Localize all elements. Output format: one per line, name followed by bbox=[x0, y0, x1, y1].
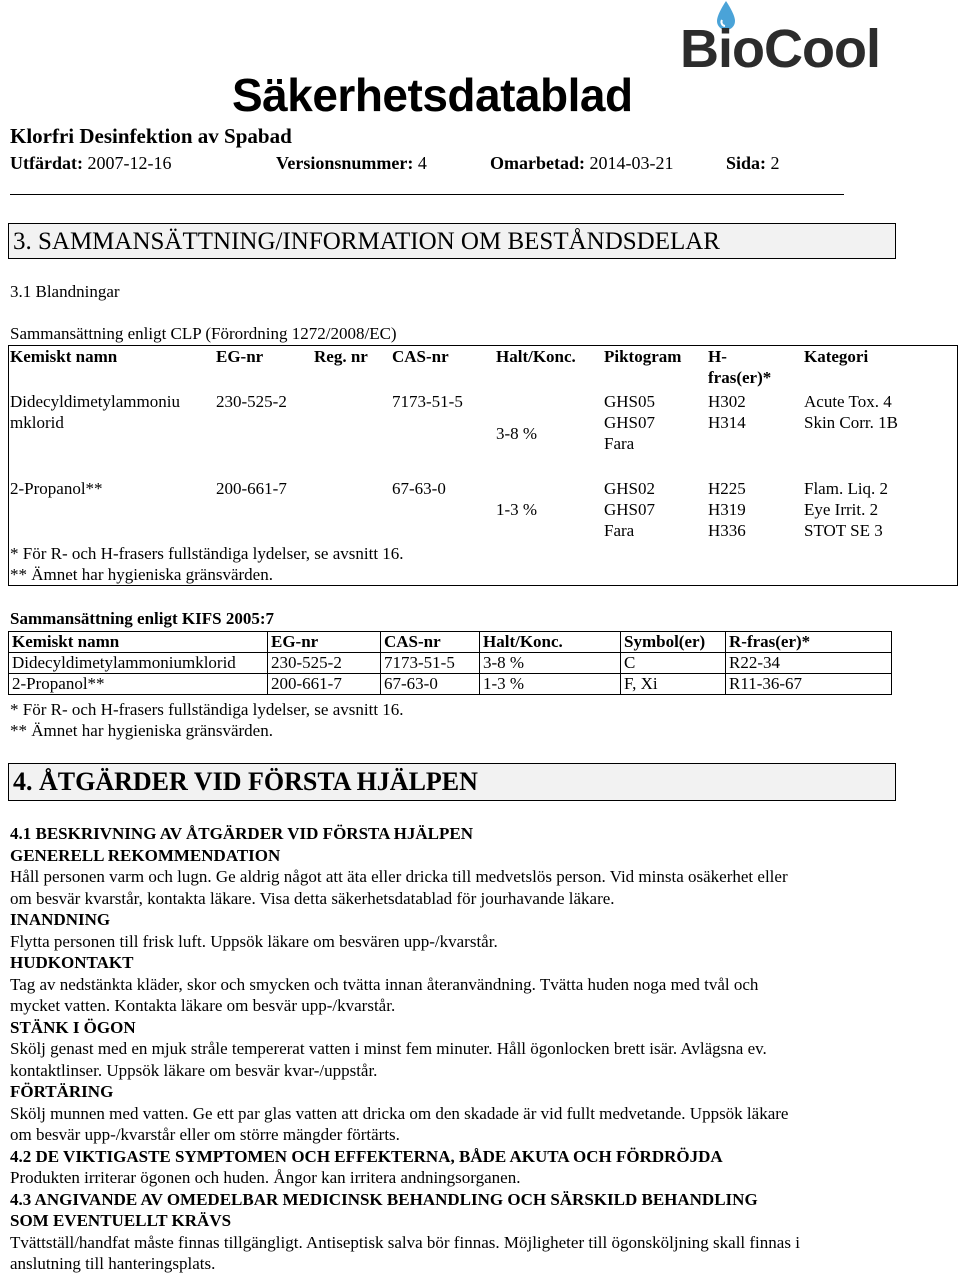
clp-header-picto: Piktogram bbox=[604, 347, 682, 366]
kifs-cell: F, Xi bbox=[621, 674, 726, 695]
subsection-4-3-heading-2: SOM EVENTUELLT KRÄVS bbox=[10, 1211, 232, 1230]
eye-contact-text-2: kontaktlinser. Uppsök läkare om besvär kvar-/uppstår. bbox=[10, 1060, 378, 1080]
ingestion-text-1: Skölj munnen med vatten. Ge ett par glas vatten att dricka om den skadade är vid fullt medvetande. Uppsök läkare bbox=[10, 1103, 789, 1123]
subsection-4-3-heading-1: 4.3 ANGIVANDE AV OMEDELBAR MEDICINSK BEHANDLING OCH SÄRSKILD BEHANDLING bbox=[10, 1189, 758, 1209]
kifs-cell: 230-525-2 bbox=[268, 653, 381, 674]
kifs-cell: 2-Propanol** bbox=[9, 674, 268, 695]
treatment-text-1: Tvättställ/handfat måste finnas tillgängligt. Antiseptisk salva bör finnas. Möjligheter till ögonsköljning skall finnas i bbox=[10, 1232, 800, 1252]
clp-header-h: H- bbox=[708, 347, 727, 366]
clp-row1-eg: 230-525-2 bbox=[216, 392, 287, 411]
kifs-cell: R11-36-67 bbox=[726, 674, 892, 695]
clp-row1-cat1: Acute Tox. 4 bbox=[804, 392, 892, 411]
clp-row2-eg: 200-661-7 bbox=[216, 479, 287, 498]
general-text-1: Håll personen varm och lugn. Ge aldrig något att äta eller dricka till medvetslös person. Vid minsta osäkerhet eller bbox=[10, 867, 788, 886]
kifs-cell: 200-661-7 bbox=[268, 674, 381, 695]
section4-heading: 4. ÅTGÄRDER VID FÖRSTA HJÄLPEN bbox=[13, 767, 478, 796]
section3-heading-box bbox=[8, 223, 896, 259]
clp-footnote-1: * För R- och H-frasers fullständiga lydelser, se avsnitt 16. bbox=[10, 544, 404, 563]
skin-contact-text-2: mycket vatten. Kontakta läkare om besvär upp-/kvarstår. bbox=[10, 996, 396, 1015]
clp-row1-name: Didecyldimetylammoniu bbox=[10, 392, 180, 411]
skin-contact-heading: HUDKONTAKT bbox=[10, 953, 134, 972]
clp-row2-h2: H319 bbox=[708, 500, 746, 519]
subsection-3-1: 3.1 Blandningar bbox=[10, 282, 120, 301]
document-title: Säkerhetsdatablad bbox=[232, 69, 633, 121]
clp-row1-picto3: Fara bbox=[604, 434, 635, 453]
clp-row2-cat1: Flam. Liq. 2 bbox=[804, 479, 889, 498]
kifs-header-row bbox=[9, 632, 892, 653]
clp-row1-cas: 7173-51-5 bbox=[392, 392, 463, 411]
clp-header-eg: EG-nr bbox=[216, 347, 264, 366]
section3-heading: 3. SAMMANSÄTTNING/INFORMATION OM BESTÅNDSDELAR bbox=[13, 228, 720, 255]
clp-row2-picto3: Fara bbox=[604, 521, 635, 540]
issued-date: Utfärdat: 2007-12-16 bbox=[10, 153, 172, 173]
kifs-header-cell: Symbol(er) bbox=[621, 632, 726, 653]
skin-contact-text-1: Tag av nedstänkta kläder, skor och smycken och tvätta innan återanvändning. Tvätta huden noga med tvål och bbox=[10, 974, 759, 994]
clp-row2-cat2: Eye Irrit. 2 bbox=[804, 500, 879, 519]
clp-header-cat: Kategori bbox=[804, 347, 869, 366]
clp-row2-picto2: GHS07 bbox=[604, 500, 656, 519]
kifs-footnote-1: * För R- och H-frasers fullständiga lydelser, se avsnitt 16. bbox=[10, 700, 404, 719]
clp-row2-conc: 1-3 % bbox=[496, 500, 538, 519]
biocool-logo bbox=[680, 0, 890, 80]
clp-row1-conc: 3-8 % bbox=[496, 424, 538, 443]
brand-wordmark: BioCool bbox=[680, 19, 880, 79]
clp-row1-picto2: GHS07 bbox=[604, 413, 656, 432]
kifs-cell: 1-3 % bbox=[480, 674, 621, 695]
general-text-2: om besvär kvarstår, kontakta läkare. Visa detta säkerhetsdatablad för jourhavande läkare. bbox=[10, 888, 615, 908]
clp-title: Sammansättning enligt CLP (Förordning 1272/2008/EC) bbox=[10, 324, 397, 343]
clp-row1-name2: mklorid bbox=[10, 413, 64, 432]
clp-row1-h2: H314 bbox=[708, 413, 746, 432]
kifs-cell: Didecyldimetylammoniumklorid bbox=[9, 653, 268, 674]
kifs-cell: 3-8 % bbox=[480, 653, 621, 674]
clp-row2-cat3: STOT SE 3 bbox=[804, 521, 883, 540]
kifs-header-cell: R-fras(er)* bbox=[726, 632, 892, 653]
table-row bbox=[9, 653, 892, 674]
clp-header-name: Kemiskt namn bbox=[10, 347, 118, 366]
kifs-footnote-2: ** Ämnet har hygieniska gränsvärden. bbox=[10, 721, 273, 740]
product-name: Klorfri Desinfektion av Spabad bbox=[10, 124, 292, 148]
clp-row2-picto1: GHS02 bbox=[604, 479, 656, 498]
general-heading: GENERELL REKOMMENDATION bbox=[10, 845, 281, 865]
kifs-cell: R22-34 bbox=[726, 653, 892, 674]
clp-header-reg: Reg. nr bbox=[314, 347, 368, 366]
kifs-cell: 67-63-0 bbox=[381, 674, 480, 695]
ingestion-text-2: om besvär upp-/kvarstår eller om större mängder förtärts. bbox=[10, 1125, 400, 1144]
clp-row2-cas: 67-63-0 bbox=[392, 479, 446, 498]
clp-footnote-2: ** Ämnet har hygieniska gränsvärden. bbox=[10, 565, 273, 584]
clp-header-conc: Halt/Konc. bbox=[496, 347, 576, 366]
clp-row2-h1: H225 bbox=[708, 479, 746, 498]
kifs-cell: C bbox=[621, 653, 726, 674]
subsection-4-1-heading: 4.1 BESKRIVNING AV ÅTGÄRDER VID FÖRSTA HJÄLPEN bbox=[10, 824, 474, 843]
clp-row2-name: 2-Propanol** bbox=[10, 479, 103, 498]
symptoms-text: Produkten irriterar ögonen och huden. Ångor kan irritera andningsorganen. bbox=[10, 1168, 521, 1187]
kifs-header-cell: EG-nr bbox=[268, 632, 381, 653]
kifs-header-cell: CAS-nr bbox=[381, 632, 480, 653]
table-row bbox=[9, 674, 892, 695]
clp-header-h2: fras(er)* bbox=[708, 368, 772, 387]
inhalation-text: Flytta personen till frisk luft. Uppsök läkare om besvären upp-/kvarstår. bbox=[10, 931, 498, 951]
kifs-cell: 7173-51-5 bbox=[381, 653, 480, 674]
revised-date: Omarbetad: 2014-03-21 bbox=[490, 153, 674, 173]
clp-header-cas: CAS-nr bbox=[392, 347, 449, 366]
clp-row1-h1: H302 bbox=[708, 392, 746, 411]
subsection-4-2-heading: 4.2 DE VIKTIGASTE SYMPTOMEN OCH EFFEKTERNA, BÅDE AKUTA OCH FÖRDRÖJDA bbox=[10, 1146, 723, 1166]
kifs-table bbox=[8, 631, 892, 695]
ingestion-heading: FÖRTÄRING bbox=[10, 1082, 114, 1101]
eye-contact-heading: STÄNK I ÖGON bbox=[10, 1017, 136, 1037]
clp-row1-picto1: GHS05 bbox=[604, 392, 656, 411]
clp-row2-h3: H336 bbox=[708, 521, 746, 540]
page-number: Sida: 2 bbox=[726, 153, 780, 173]
header-divider bbox=[10, 194, 844, 195]
kifs-header-cell: Kemiskt namn bbox=[9, 632, 268, 653]
treatment-text-2: anslutning till hanteringsplats. bbox=[10, 1254, 216, 1273]
kifs-title: Sammansättning enligt KIFS 2005:7 bbox=[10, 609, 274, 628]
inhalation-heading: INANDNING bbox=[10, 910, 111, 929]
kifs-header-cell: Halt/Konc. bbox=[480, 632, 621, 653]
section4-body bbox=[10, 823, 890, 1275]
clp-row1-cat2: Skin Corr. 1B bbox=[804, 413, 898, 432]
section4-heading-box bbox=[8, 763, 896, 801]
eye-contact-text-1: Skölj genast med en mjuk stråle tempererat vatten i minst fem minuter. Håll ögonlocken brett isär. Avlägsna ev. bbox=[10, 1039, 767, 1058]
version-number: Versionsnummer: 4 bbox=[276, 153, 427, 173]
